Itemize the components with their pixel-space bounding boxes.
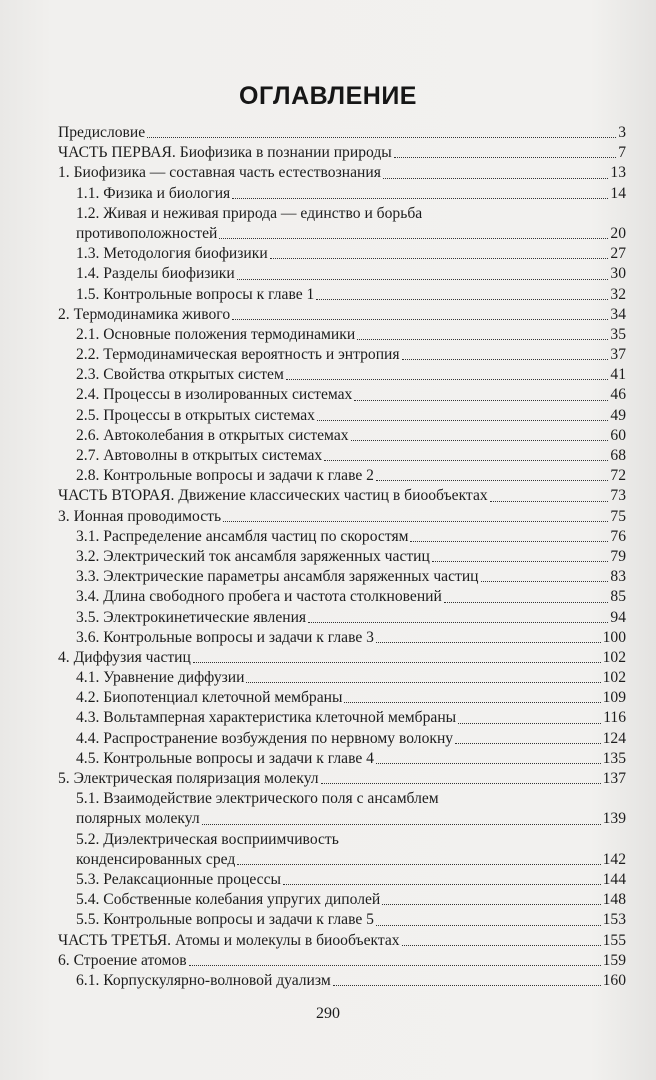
toc-entry-page: 142	[602, 850, 626, 868]
toc-entry-label: 1.1. Физика и биология	[76, 184, 231, 202]
toc-entry	[58, 224, 626, 244]
toc-entry-page: 83	[610, 568, 626, 586]
dot-leader	[394, 156, 616, 158]
toc-entry-label: 5.1. Взаимодействие электрического поля с ансамблем	[76, 790, 439, 808]
toc-entry	[58, 507, 626, 527]
page-title: ОГЛАВЛЕНИЕ	[239, 82, 417, 110]
toc-entry-page: 109	[602, 689, 626, 707]
toc-entry-label: Предисловие	[58, 124, 146, 141]
toc-entry-page: 35	[610, 325, 626, 343]
toc-entry	[58, 184, 626, 204]
dot-leader	[376, 924, 601, 926]
toc-entry-label: 4.1. Уравнение диффузии	[76, 669, 245, 687]
toc-entry-page: 37	[610, 346, 626, 364]
toc-entry	[58, 385, 626, 405]
toc-entry-label: полярных молекул	[76, 810, 200, 828]
dot-leader	[232, 197, 608, 199]
toc-entry	[58, 305, 626, 325]
toc-entry-page: 160	[602, 971, 626, 989]
toc-entry-page: 139	[602, 810, 626, 828]
toc-entry-label: 6. Строение атомов	[58, 951, 187, 969]
toc-entry-page: 116	[603, 709, 626, 727]
toc-entry	[58, 285, 626, 305]
dot-leader	[189, 964, 601, 966]
toc-entry	[58, 244, 626, 264]
toc-entry-page: 30	[610, 265, 626, 283]
toc-entry	[58, 971, 626, 991]
toc-entry-page: 85	[610, 588, 626, 606]
toc-entry	[58, 910, 626, 930]
toc-entry-page: 46	[610, 386, 626, 404]
toc-entry-label: противоположностей	[76, 224, 218, 242]
table-of-contents	[58, 123, 626, 991]
toc-entry	[58, 729, 626, 749]
toc-entry-label: 3.6. Контрольные вопросы и задачи к главе 3	[76, 628, 374, 646]
dot-leader	[344, 701, 600, 703]
toc-entry-label: 3.4. Длина свободного пробега и частота столкновений	[76, 588, 442, 606]
toc-entry	[58, 931, 626, 951]
toc-entry-label: 4. Диффузия частиц	[58, 648, 191, 666]
toc-entry-page: 79	[610, 547, 626, 565]
dot-leader	[283, 883, 601, 885]
toc-entry	[58, 426, 626, 446]
dot-leader	[351, 439, 609, 441]
dot-leader	[376, 762, 601, 764]
toc-entry-label: 2.1. Основные положения термодинамики	[76, 325, 356, 343]
dot-leader	[410, 540, 608, 542]
toc-entry	[58, 789, 626, 809]
dot-leader	[432, 560, 609, 562]
toc-entry	[58, 567, 626, 587]
toc-entry-page: 76	[610, 527, 626, 545]
toc-entry	[58, 951, 626, 971]
toc-entry-page: 34	[610, 305, 626, 323]
toc-entry-label: 3.5. Электрокинетические явления	[76, 608, 307, 626]
toc-entry-label: 1.4. Разделы биофизики	[76, 265, 235, 283]
toc-entry-page: 153	[602, 911, 626, 929]
toc-entry	[58, 143, 626, 163]
dot-leader	[270, 257, 609, 259]
dot-leader	[490, 500, 609, 502]
dot-leader	[376, 479, 608, 481]
toc-entry-label: 2.5. Процессы в открытых системах	[76, 406, 315, 424]
toc-entry-page: 159	[602, 951, 626, 969]
dot-leader	[223, 520, 608, 522]
toc-entry-page: 49	[610, 406, 626, 424]
toc-entry-page: 144	[602, 870, 626, 888]
toc-entry-label: 5.5. Контрольные вопросы и задачи к главе 5	[76, 911, 374, 929]
dot-leader	[444, 601, 609, 603]
toc-entry-page: 94	[610, 608, 626, 626]
toc-entry	[58, 406, 626, 426]
dot-leader	[402, 944, 601, 946]
toc-entry	[58, 446, 626, 466]
toc-entry-label: 6.1. Корпускулярно-волновой дуализм	[76, 971, 331, 989]
toc-entry-page: 73	[610, 487, 626, 505]
toc-entry-label: ЧАСТЬ ВТОРАЯ. Движение классических частиц в биообъектах	[58, 487, 488, 505]
dot-leader	[402, 358, 609, 360]
toc-entry	[58, 608, 626, 628]
toc-entry-label: 2.3. Свойства открытых систем	[76, 366, 284, 384]
toc-entry	[58, 365, 626, 385]
toc-entry-label: 2.4. Процессы в изолированных системах	[76, 386, 353, 404]
toc-entry-page: 14	[610, 184, 626, 202]
toc-entry-label: 1.2. Живая и неживая природа — единство и борьба	[76, 204, 423, 222]
dot-leader	[193, 661, 601, 663]
toc-entry-page: 60	[610, 426, 626, 444]
toc-entry-label: 3.2. Электрический ток ансамбля заряженных частиц	[76, 547, 430, 565]
dot-leader	[246, 681, 600, 683]
toc-entry-label: 2. Термодинамика живого	[58, 305, 231, 323]
toc-entry-label: 3.3. Электрические параметры ансамбля заряженных частиц	[76, 568, 479, 586]
toc-entry-label: 5. Электрическая поляризация молекул	[58, 770, 319, 787]
toc-entry	[58, 870, 626, 890]
toc-entry-page: 100	[602, 628, 626, 646]
dot-leader	[324, 459, 608, 461]
dot-leader	[383, 177, 609, 179]
dot-leader	[308, 621, 608, 623]
dot-leader	[481, 580, 609, 582]
toc-entry	[58, 466, 626, 486]
dot-leader	[317, 419, 608, 421]
toc-entry	[58, 547, 626, 567]
toc-entry-page: 148	[602, 891, 626, 909]
toc-entry	[58, 486, 626, 506]
toc-entry-page: 7	[618, 144, 626, 162]
toc-entry	[58, 668, 626, 688]
toc-entry	[58, 890, 626, 910]
dot-leader	[237, 278, 609, 280]
toc-entry	[58, 163, 626, 183]
toc-entry	[58, 708, 626, 728]
dot-leader	[376, 641, 601, 643]
toc-entry-page: 135	[602, 749, 626, 767]
dot-leader	[333, 984, 601, 986]
toc-entry	[58, 648, 626, 668]
toc-entry	[58, 345, 626, 365]
dot-leader	[202, 823, 601, 825]
toc-entry-page: 124	[602, 729, 626, 747]
toc-entry-page: 20	[610, 224, 626, 242]
toc-entry	[58, 325, 626, 345]
toc-entry-page: 137	[602, 770, 626, 787]
toc-entry-page: 13	[610, 164, 626, 182]
dot-leader	[147, 136, 616, 138]
toc-entry	[58, 628, 626, 648]
toc-entry-page: 41	[610, 366, 626, 384]
toc-entry-label: 2.2. Термодинамическая вероятность и энтропия	[76, 346, 400, 364]
dot-leader	[232, 318, 608, 320]
toc-entry	[58, 204, 626, 224]
toc-entry-label: 5.4. Собственные колебания упругих диполей	[76, 891, 381, 909]
toc-entry	[58, 749, 626, 769]
toc-entry-label: 1.5. Контрольные вопросы к главе 1	[76, 285, 315, 303]
toc-entry-label: ЧАСТЬ ПЕРВАЯ. Биофизика в познании природы	[58, 144, 392, 162]
toc-entry-label: 1. Биофизика — составная часть естествознания	[58, 164, 381, 182]
toc-entry-label: 3.1. Распределение ансамбля частиц по скоростям	[76, 527, 409, 545]
dot-leader	[458, 722, 601, 724]
dot-leader	[316, 298, 608, 300]
toc-entry-label: 4.2. Биопотенциал клеточной мембраны	[76, 689, 343, 707]
toc-entry-label: 3. Ионная проводимость	[58, 507, 222, 525]
dot-leader	[354, 399, 608, 401]
toc-entry-page: 155	[602, 931, 626, 949]
toc-entry-page: 68	[610, 447, 626, 464]
toc-entry-label: 4.5. Контрольные вопросы и задачи к главе 4	[76, 749, 374, 767]
toc-entry	[58, 850, 626, 870]
toc-entry-label: 2.6. Автоколебания в открытых системах	[76, 426, 349, 444]
toc-entry-label: 4.3. Вольтамперная характеристика клеточной мембраны	[76, 709, 457, 727]
toc-entry-label: 4.4. Распространение возбуждения по нервному волокну	[76, 729, 454, 747]
toc-entry	[58, 830, 626, 850]
toc-entry-page: 3	[618, 124, 626, 141]
toc-entry	[58, 769, 626, 789]
toc-entry-page: 75	[610, 507, 626, 525]
toc-entry-page: 32	[610, 285, 626, 303]
toc-entry-label: 5.3. Релаксационные процессы	[76, 870, 281, 888]
toc-entry	[58, 809, 626, 829]
toc-entry-label: конденсированных сред	[76, 850, 236, 868]
toc-entry-label: 1.3. Методология биофизики	[76, 245, 268, 263]
toc-entry-page: 72	[610, 467, 626, 485]
dot-leader	[382, 903, 600, 905]
toc-entry	[58, 527, 626, 547]
page-number: 290	[316, 1005, 340, 1022]
dot-leader	[237, 863, 600, 865]
toc-entry	[58, 123, 626, 143]
toc-entry-page: 102	[602, 648, 626, 666]
toc-entry	[58, 587, 626, 607]
dot-leader	[321, 782, 601, 784]
toc-entry-label: 2.8. Контрольные вопросы и задачи к главе 2	[76, 467, 374, 485]
dot-leader	[455, 742, 601, 744]
toc-entry-page: 27	[610, 245, 626, 263]
dot-leader	[286, 378, 609, 380]
toc-entry	[58, 264, 626, 284]
dot-leader	[219, 237, 608, 239]
toc-entry-label: ЧАСТЬ ТРЕТЬЯ. Атомы и молекулы в биообъектах	[58, 931, 400, 949]
toc-entry	[58, 688, 626, 708]
dot-leader	[357, 338, 608, 340]
toc-entry-label: 5.2. Диэлектрическая восприимчивость	[76, 830, 339, 848]
toc-entry-label: 2.7. Автоволны в открытых системах	[76, 447, 323, 464]
toc-entry-page: 102	[602, 669, 626, 687]
